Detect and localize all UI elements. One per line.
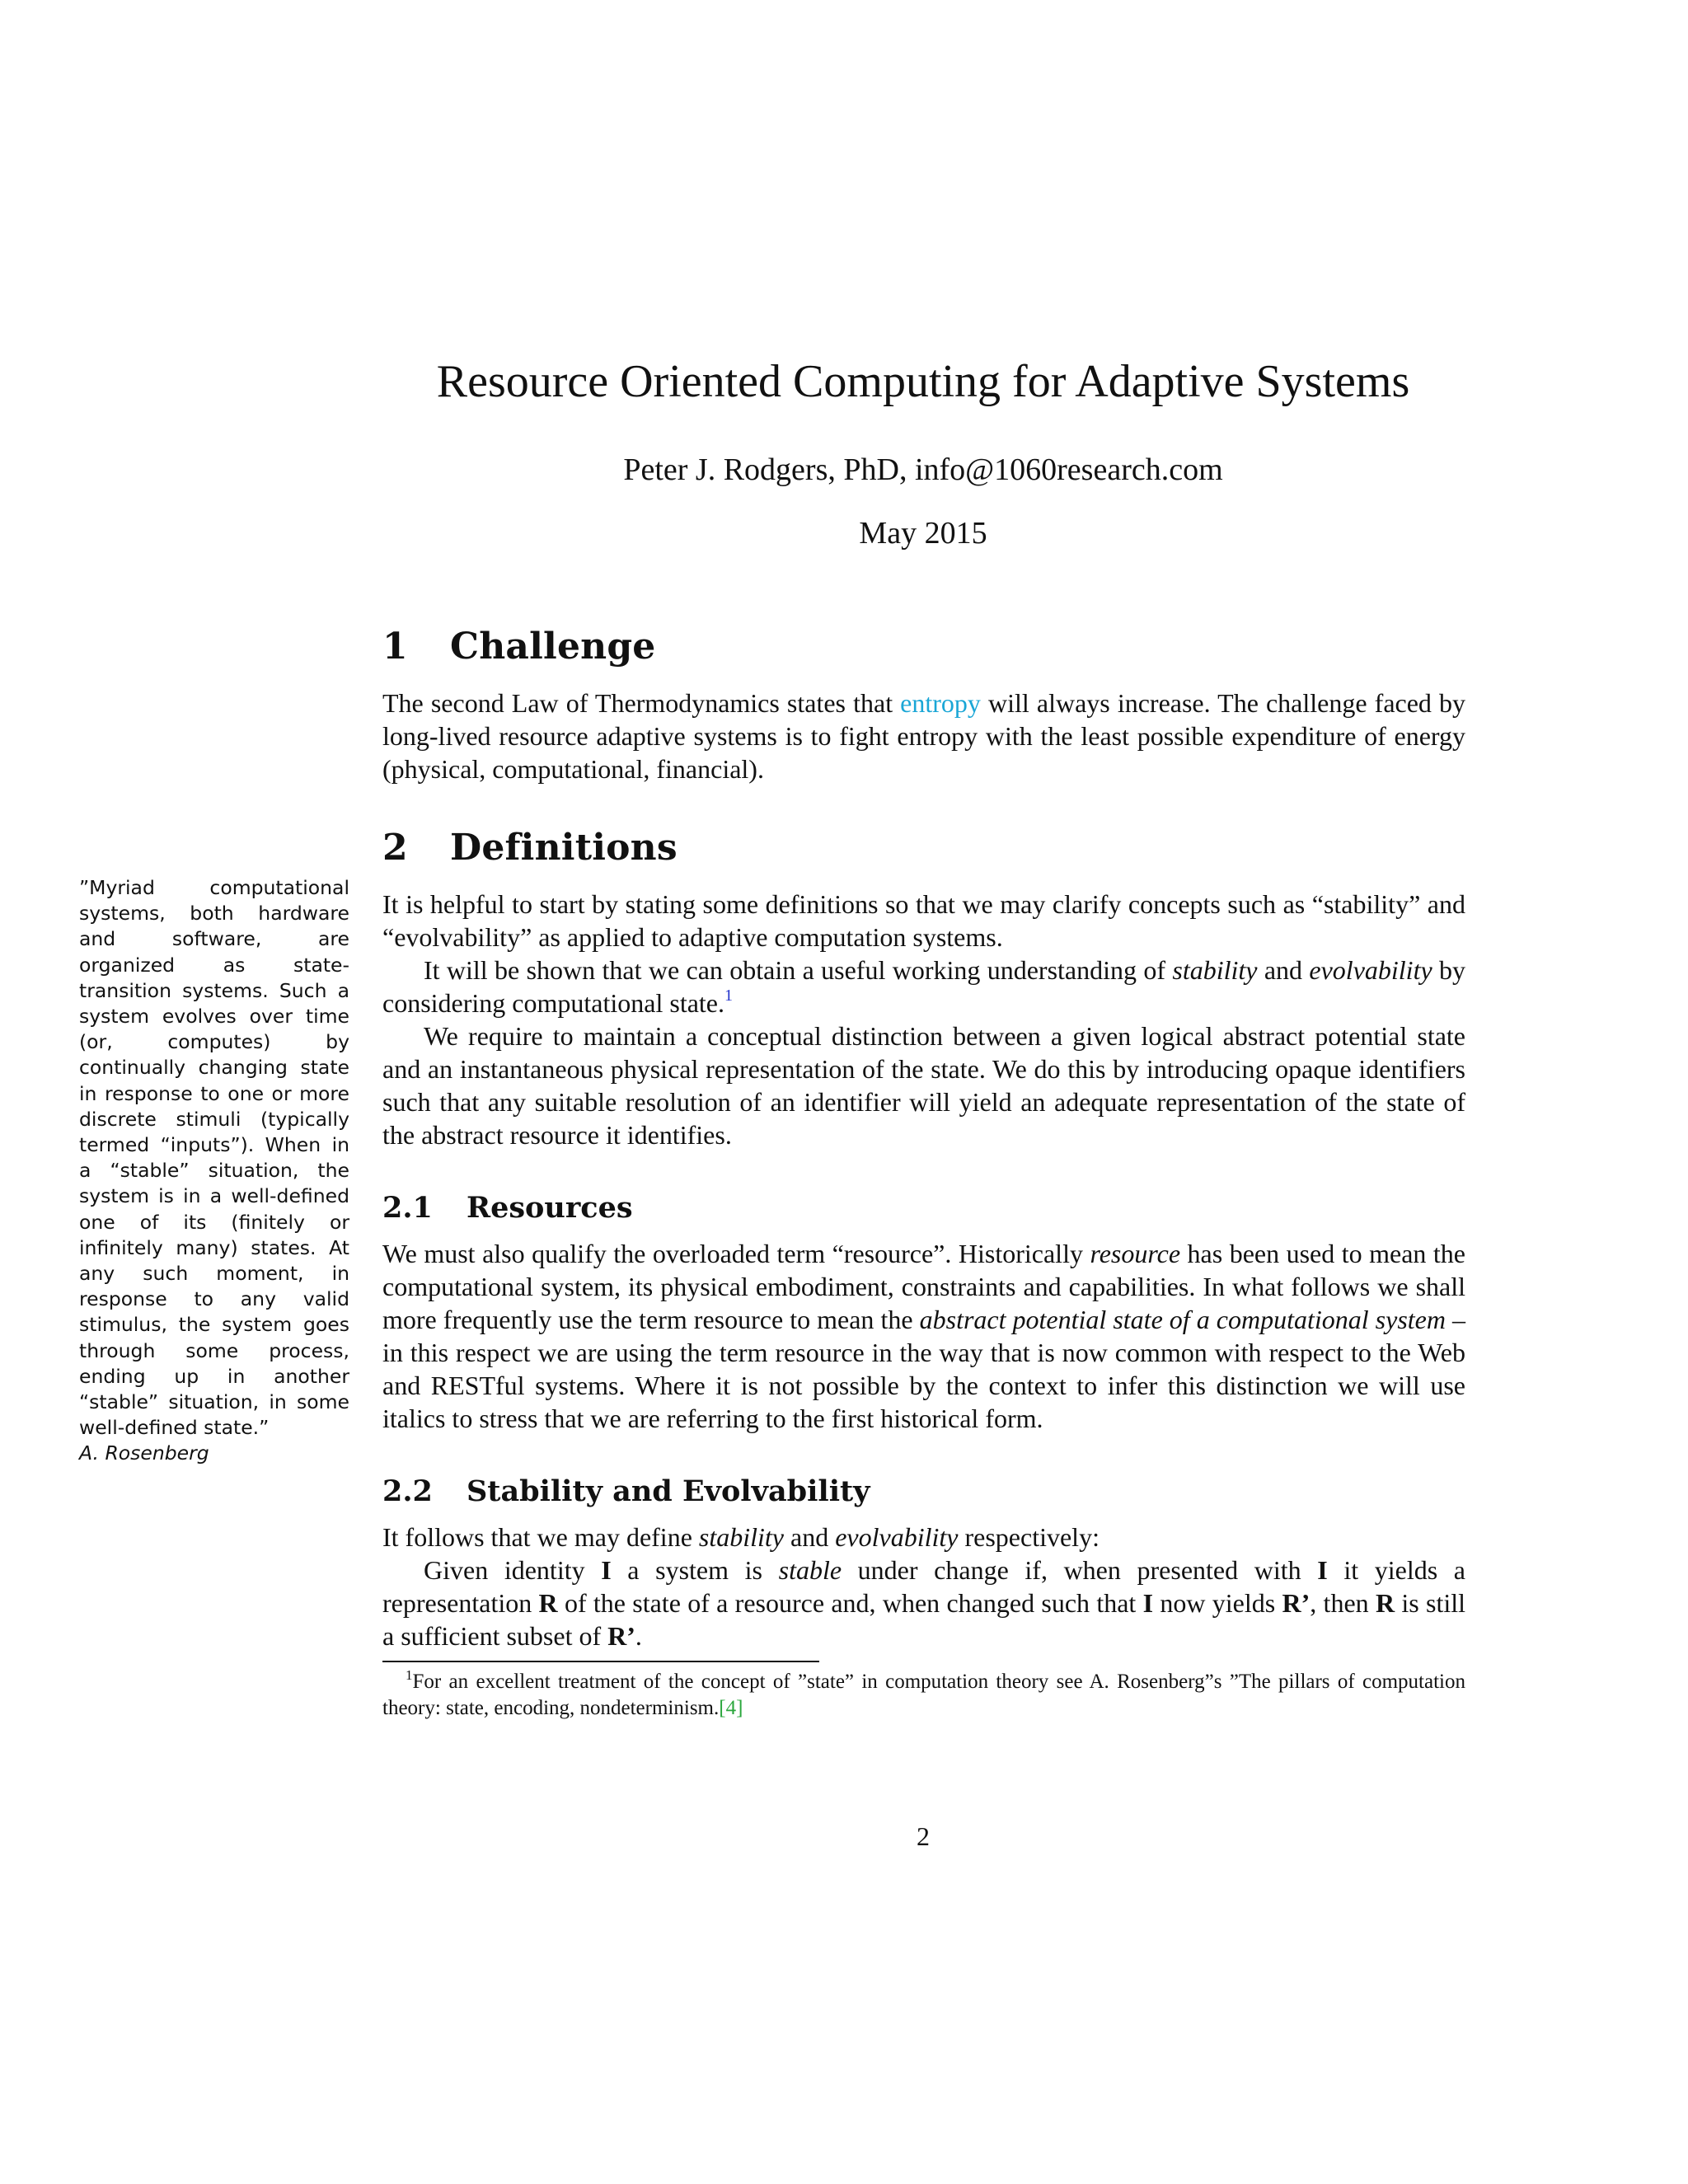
text-run: Given identity bbox=[424, 1555, 602, 1585]
subsection-number: 2.1 bbox=[382, 1191, 433, 1225]
paragraph-challenge bbox=[382, 687, 1465, 785]
text-run: – in this respect we are using the term resource in the way that is now common with respect to the Web and RESTful systems. Where it is not possible by the context to infer this distinction we will use italics to stress that we are referring to the first historical form. bbox=[382, 1305, 1466, 1433]
main-body bbox=[382, 622, 1465, 1722]
emphasis: stability bbox=[1172, 955, 1258, 985]
bold-symbol: R’ bbox=[607, 1621, 635, 1651]
text-run: It follows that we may define bbox=[382, 1522, 699, 1552]
subsection-heading-resources bbox=[382, 1188, 1465, 1229]
text-run: . bbox=[635, 1621, 642, 1651]
bold-symbol: R bbox=[538, 1588, 558, 1618]
emphasis: evolvability bbox=[1309, 955, 1432, 985]
subsection-title: Resources bbox=[467, 1191, 633, 1225]
date-line: May 2015 bbox=[859, 516, 987, 551]
author-line: Peter J. Rodgers, PhD, info@1060research.com bbox=[623, 452, 1223, 487]
paragraph-stability-1 bbox=[382, 1521, 1465, 1554]
text-run: by considering computational state. bbox=[382, 955, 1466, 1018]
bold-symbol: R bbox=[1375, 1588, 1395, 1618]
text-run: has been used to mean the computational system, its physical embodiment, constraints and capabilities. In what follows we shall more frequently use the term resource to mean the bbox=[382, 1239, 1466, 1334]
paper-title: Resource Oriented Computing for Adaptive Systems bbox=[436, 356, 1410, 407]
text-run: will always increase. The challenge faced by long-lived resource adaptive systems is to fight entropy with the least possible expenditure of energy (physical, computational, financial). bbox=[382, 688, 1466, 784]
subsection-title: Stability and Evolvability bbox=[467, 1474, 870, 1508]
section-heading-challenge bbox=[382, 622, 1465, 672]
section-title: Definitions bbox=[450, 827, 678, 869]
text-run: it yields a representation bbox=[382, 1555, 1465, 1618]
text-run: is still a sufficient subset of bbox=[382, 1588, 1466, 1651]
emphasis: stable bbox=[778, 1555, 842, 1585]
margin-quote-attribution: A. Rosenberg bbox=[79, 1441, 209, 1465]
bold-symbol: I bbox=[1317, 1555, 1328, 1585]
page-number: 2 bbox=[917, 1821, 930, 1851]
paragraph-definitions-3: We require to maintain a conceptual distinction between a given logical abstract potential state and an instantaneous physical representation of the state. We do this by introducing opaque identifiers such that any suitable resolution of an identifier will yield an adequate representation of the state of the abstract resource it identifies. bbox=[382, 1021, 1465, 1150]
section-title: Challenge bbox=[450, 626, 656, 668]
emphasis: stability bbox=[698, 1522, 784, 1552]
margin-quote-text: ”Myriad computational systems, both hardware and software, are organized as state-transition systems. Such a system evolves over time (or, computes) by continually changing state in response to one or more discrete stimuli (typically termed “inputs”). When in a “stable” situation, the system is in a well-defined one of its (finitely or infinitely many) states. At any such moment, in response to any valid stimulus, the system goes through some process, ending up in another “stable” situation, in some well-defined state.” bbox=[79, 876, 349, 1440]
citation-open-bracket: [ bbox=[719, 1697, 726, 1719]
emphasis: resource bbox=[1090, 1239, 1181, 1268]
text-run: a system is bbox=[611, 1555, 779, 1585]
text-run: The second Law of Thermodynamics states that bbox=[382, 688, 901, 718]
subsection-heading-stability bbox=[382, 1471, 1465, 1512]
text-run: It will be shown that we can obtain a useful working understanding of bbox=[424, 955, 1173, 985]
paragraph-definitions-2 bbox=[382, 954, 1465, 1019]
text-run: , then bbox=[1310, 1588, 1376, 1618]
emphasis: abstract potential state of a computational system bbox=[919, 1305, 1446, 1334]
citation-link[interactable]: 4 bbox=[725, 1697, 737, 1719]
section-heading-definitions bbox=[382, 823, 1465, 873]
text-run: and bbox=[1257, 955, 1310, 985]
emphasis: evolvability bbox=[835, 1522, 959, 1552]
section-number: 2 bbox=[382, 827, 408, 869]
paragraph-stability-2 bbox=[382, 1554, 1465, 1652]
text-run: and bbox=[784, 1522, 836, 1552]
footnote-1 bbox=[382, 1669, 1465, 1722]
footnote-ref-link[interactable]: 1 bbox=[724, 987, 733, 1005]
footnote-mark: 1 bbox=[406, 1667, 413, 1683]
citation-close-bracket: ] bbox=[736, 1697, 743, 1719]
margin-quote bbox=[79, 875, 349, 1467]
text-run: respectively: bbox=[958, 1522, 1100, 1552]
text-run: under change if, when presented with bbox=[842, 1555, 1318, 1585]
bold-symbol: R’ bbox=[1282, 1588, 1311, 1618]
text-run: We must also qualify the overloaded term “resource”. Historically bbox=[382, 1239, 1090, 1268]
section-number: 1 bbox=[382, 626, 408, 668]
entropy-link[interactable]: entropy bbox=[900, 688, 981, 718]
text-run: now yields bbox=[1153, 1588, 1282, 1618]
text-run: of the state of a resource and, when changed such that bbox=[557, 1588, 1143, 1618]
subsection-number: 2.2 bbox=[382, 1474, 433, 1508]
bold-symbol: I bbox=[601, 1555, 612, 1585]
paragraph-resources bbox=[382, 1237, 1465, 1435]
footnote-rule bbox=[382, 1661, 819, 1662]
paragraph-definitions-1: It is helpful to start by stating some definitions so that we may clarify concepts such as “stability” and “evolvability” as applied to adaptive computation systems. bbox=[382, 889, 1465, 952]
footnote-text: For an excellent treatment of the concept of ”state” in computation theory see A. Rosenberg”s ”The pillars of computation theory: state, encoding, nondeterminism. bbox=[382, 1671, 1465, 1719]
bold-symbol: I bbox=[1142, 1588, 1154, 1618]
